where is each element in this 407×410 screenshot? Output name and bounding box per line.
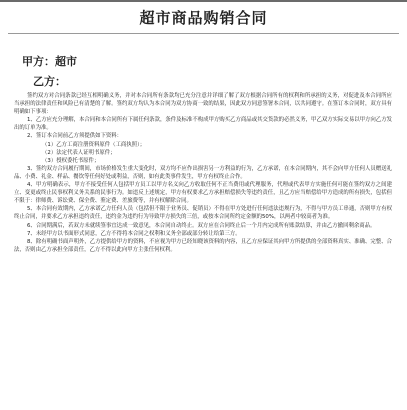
clause-7: 7、未经甲方以书面形式同意，乙方不得将本合同之权利和义务全部或部分转让给第三方。 xyxy=(27,230,241,237)
clause-1: 1、乙方应充分理解，本合同和本合同所有下属任何条款，条件及标准不构成甲方购买乙方商品或其交货款的必然义务，甲乙双方实际交易以甲方向乙方发出的订单为准。 xyxy=(14,117,392,132)
top-border xyxy=(0,0,407,2)
contract-body xyxy=(14,92,392,254)
clause-6: 6、合同期满后，若双方未就续签事宜达成一致意见，本合同自动终止。双方应在合同终止后一个月内完成所有账款结算，并由乙方撤回剩余商品。 xyxy=(27,222,376,229)
clause-4: 4、甲方明确表示，甲方不接受任何人包括甲方员工以甲方名义向乙方收取任何不正当费用或代理服务，代理或代表甲方实施任何可能在签约双方之间建立、变更或终止民事权利义务关系的民事行为。如违反上述规定，甲方有权要求乙方承担赔偿损失等违约责任，且乙方应当赔偿给甲方造成的所有损失，包括但不限于：律师费、诉讼费、保全费、鉴定费、差旅费等，并有权解除合同。 xyxy=(14,182,392,205)
clause-2-item-1: （1）乙方工商注册资料原件（工商执照）； xyxy=(42,141,146,148)
document-title: 超市商品购销合同 xyxy=(139,9,268,27)
party-b-label: 乙方： xyxy=(33,75,66,88)
party-a-label: 甲方：超市 xyxy=(22,55,77,68)
clause-8: 8、除有明确书面声明外，乙方提供给甲方的资料，不应视为甲方已经知晓该资料的内容，且乙方应保证其向甲方所提供的全部资料真实、准确、完整、合法，否则由乙方承担全部责任，乙方不得以此向甲方主张任何权利。 xyxy=(14,238,392,253)
title-divider xyxy=(8,33,399,34)
preamble-paragraph: 签约双方对合同条款已经互相明确义务，并对本合同所有条款均已充分注意并详细了解了双方根据合同所有的权利和所承担的义务，对促进及本合同所应当承担的法律责任和风险已有清楚的了解。签约双方均认为本合同为双方协商一致的结果，因此双方同意签署本合同，以共同遵守。在签订本合同时，双方具有明确如下事项： xyxy=(14,93,392,116)
clause-2-item-2: （2）法定代表人证明书原件； xyxy=(42,149,116,156)
clause-5: 5、本合同有效期内，乙方承诺乙方任何人员（包括但不限于业务员、促销员）不得在甲方处进行任何违法违规行为，不得与甲方员工串通，否则甲方有权终止合同，并要求乙方承担违约责任，违约金为违约行为导致甲方损失的三倍，或按本合同所约定金额的50%，以两者中较高者为准。 xyxy=(14,206,392,221)
clause-2-item-3: （3）授权委托书原件； xyxy=(42,157,100,164)
clause-2: 2、签订本合同前乙方须提供如下资料： xyxy=(27,133,123,140)
clause-3: 3、签约双方合同履行期间，市场价格发生重大变化时，双方均不应作出损害另一方利益的行为，乙方承诺，在本合同期内，其不会向甲方任何人员赠送礼品、小费、礼金、样品、餐饮等任何好处或利益，否则，如有此类事件发生，甲方有权终止合作。 xyxy=(14,165,392,180)
